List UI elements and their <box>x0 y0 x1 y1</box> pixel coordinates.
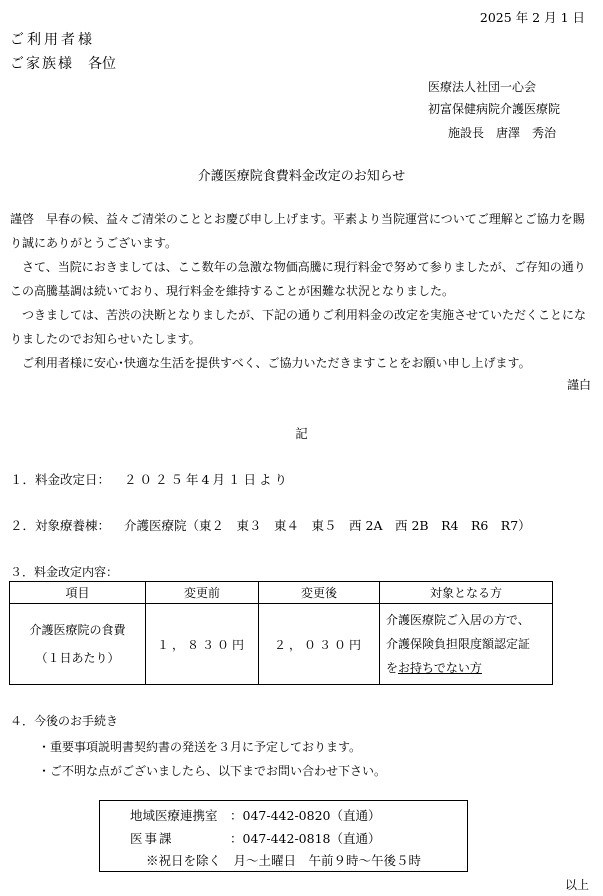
body-paragraph-1: 謹啓 早春の候、益々ご清栄のこととお慶び申し上げます。平素より当院運営についてご理解とご協力を賜り誠にありがとうございます。 <box>10 212 585 250</box>
recipient-line-2 <box>10 53 116 73</box>
cell-item <box>10 604 146 685</box>
cell-target-line1: 介護医療院ご入居の方で、 <box>386 613 530 627</box>
body-paragraph-2: さて、当院におきましては、ここ数年の急激な物価高騰に現行料金で努めて参りましたが、ご存知の通りこの高騰基調は続いており、現行料金を維持することが困難な状況となりました。 <box>10 260 586 298</box>
item2-value: 介護医療院（東２ 東３ 東４ 東５ 西 2A 西 2B R4 R6 R7） <box>124 518 531 533</box>
item-target-wards <box>10 516 531 534</box>
cell-target-line3 <box>386 656 552 680</box>
body-paragraph-3: つきましては、苦渋の決断となりましたが、下記の通りご利用料金の改定を実施させていただくことになりましたのでお知らせいたします。 <box>10 308 587 346</box>
org-name: 医療法人社団一心会 <box>428 80 537 94</box>
procedure-bullet-1: ・重要事項説明書契約書の発送を３月に予定しております。 <box>38 740 362 754</box>
cell-target-prefix: を <box>386 661 399 675</box>
item2-label: ２．対象療養棟： <box>10 518 111 533</box>
cell-target <box>380 604 553 685</box>
recipient-family: ご家族様 <box>10 56 74 72</box>
contact-phone-2: ：047-442-0818（直通） <box>230 831 381 846</box>
document-title: 介護医療院食費料金改定のお知らせ <box>197 169 406 184</box>
header-item: 項目 <box>10 582 146 604</box>
item-revision-date <box>10 470 290 488</box>
item-revision-content: ３．料金改定内容： <box>10 565 119 579</box>
contact-line-2 <box>130 829 380 847</box>
ki-heading: 記 <box>295 426 308 441</box>
contact-dept-2: 医事課 <box>130 831 174 846</box>
facility-name: 初富保健病院介護医療院 <box>428 102 561 116</box>
cell-target-line2: 介護保険負担限度額認定証 <box>386 637 531 651</box>
cell-before: １，８３０円 <box>146 604 259 685</box>
contact-line-1 <box>130 806 380 824</box>
cell-target-underlined: お持ちでない方 <box>398 661 482 675</box>
header-after: 変更後 <box>259 582 380 604</box>
procedure-bullet-2: ・ご不明な点がございましたら、以下までお問い合わせ下さい。 <box>38 764 387 778</box>
contact-dept-1: 地域医療連携室 <box>130 808 218 823</box>
recipient-suffix: 各位 <box>88 56 116 72</box>
table-header-row <box>10 582 553 604</box>
footer-ijou: 以上 <box>564 878 589 892</box>
procedures-heading: ４．今後のお手続き <box>10 714 119 728</box>
issue-date: 2025 年 2 月 1 日 <box>479 10 585 25</box>
closing-word: 謹白 <box>566 378 591 392</box>
body-paragraph-4: ご利用者様に安心･快適な生活を提供すべく、ご協力いただきますことをお願い申し上げます。 <box>22 356 531 370</box>
item1-label: １．料金改定日： <box>10 472 111 487</box>
contact-phone-1: ：047-442-0820（直通） <box>230 808 381 823</box>
contact-hours: ※祝日を除く 月～土曜日 午前９時～午後５時 <box>146 853 422 868</box>
header-target: 対象となる方 <box>380 582 553 604</box>
fee-table <box>9 581 553 685</box>
cell-item-line2: （１日あたり） <box>35 651 120 665</box>
contact-box <box>99 800 468 872</box>
table-row <box>10 604 553 685</box>
director-name: 施設長 唐澤 秀治 <box>448 126 557 140</box>
item1-value: ２０２５年4月１日より <box>124 472 290 487</box>
cell-item-line1: 介護医療院の食費 <box>29 623 126 637</box>
header-before: 変更前 <box>146 582 259 604</box>
cell-after: ２，０３０円 <box>259 604 380 685</box>
recipient-line-1: ご利用者様 <box>10 32 95 48</box>
